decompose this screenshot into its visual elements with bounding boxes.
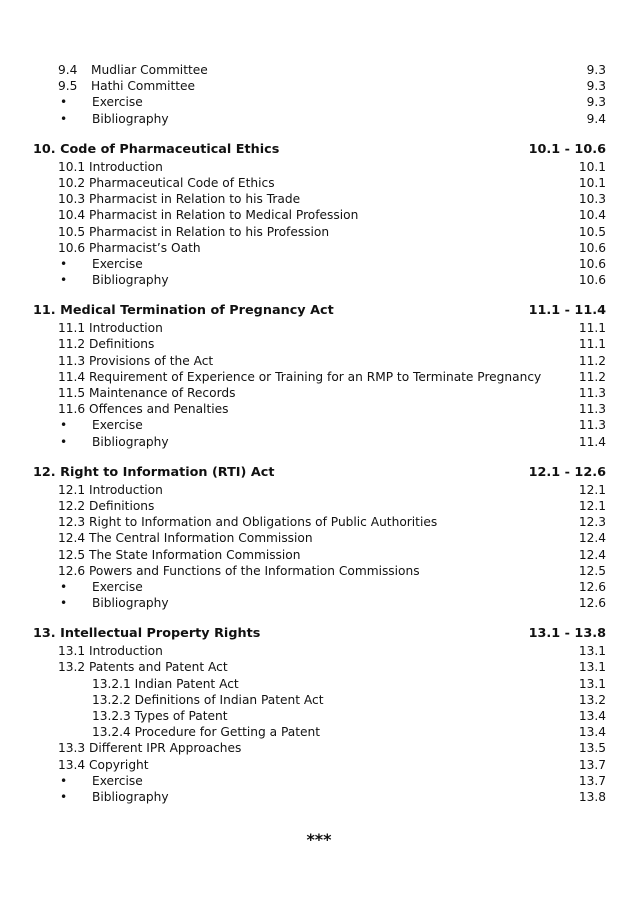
entry-page: 12.4 (578, 547, 606, 562)
toc-entry[interactable] (0, 401, 638, 417)
entry-title: 12.6 Powers and Functions of the Information Commissions (58, 563, 420, 578)
entry-title: 11.3 Provisions of the Act (58, 353, 214, 368)
entry-page: 11.1 (578, 321, 606, 336)
toc-entry[interactable] (0, 78, 638, 94)
toc-entry[interactable] (0, 547, 638, 563)
chapter-list (0, 141, 638, 805)
toc-entry[interactable] (0, 336, 638, 352)
chapter-page-range: 13.1 - 13.8 (528, 626, 606, 642)
entry-title: Bibliography (92, 273, 169, 288)
entry-title: 11.6 Offences and Penalties (58, 402, 229, 417)
chapter-section (0, 625, 638, 805)
entry-title: 13.3 Different IPR Approaches (58, 741, 242, 756)
toc-subentry[interactable] (0, 676, 638, 692)
entry-title: 11.4 Requirement of Experience or Training for an RMP to Terminate Pregnancy (58, 369, 542, 384)
toc-entry[interactable] (0, 207, 638, 223)
entry-page: 10.1 (578, 159, 606, 174)
entry-title: 10.1 Introduction (58, 159, 163, 174)
entry-title: 12.4 The Central Information Commission (58, 531, 313, 546)
chapter-heading[interactable] (0, 302, 638, 320)
entry-page: 12.3 (578, 515, 606, 530)
chapter-section (0, 141, 638, 289)
entry-number: 9.4 (58, 63, 78, 77)
entry-title: Bibliography (92, 434, 169, 449)
entry-title: 12.5 The State Information Commission (58, 547, 301, 562)
entry-page: 11.2 (578, 353, 606, 368)
entry-page: 13.5 (578, 741, 606, 756)
toc-entry[interactable] (0, 191, 638, 207)
entry-title: 12.1 Introduction (58, 482, 163, 497)
entry-page: 13.7 (578, 757, 606, 772)
entry-page: 13.8 (578, 789, 606, 804)
bullet-icon: • (60, 773, 68, 788)
entry-title: Exercise (92, 418, 143, 433)
entry-page: 12.6 (578, 579, 606, 594)
entry-page: 13.1 (578, 660, 606, 675)
bullet-icon: • (60, 789, 68, 804)
entry-title: Exercise (92, 95, 143, 110)
entry-title: 12.2 Definitions (58, 498, 155, 513)
entry-title: Bibliography (92, 596, 169, 611)
entry-page: 11.4 (578, 434, 606, 449)
chapter-section (0, 302, 638, 450)
entry-page: 10.6 (578, 256, 606, 271)
toc-bullet-entry[interactable] (0, 256, 638, 272)
toc-entry[interactable] (0, 659, 638, 675)
entry-page: 13.7 (578, 773, 606, 788)
toc-entry[interactable] (0, 369, 638, 385)
chapter-title: 12. Right to Information (RTI) Act (33, 464, 275, 480)
top-section (0, 62, 638, 127)
toc-entry[interactable] (0, 530, 638, 546)
entry-page: 13.2 (578, 692, 606, 707)
toc-subentry[interactable] (0, 708, 638, 724)
entry-title: 10.2 Pharmaceutical Code of Ethics (58, 175, 275, 190)
chapter-section (0, 464, 638, 612)
toc-entry[interactable] (0, 175, 638, 191)
entry-title: 10.5 Pharmacist in Relation to his Profession (58, 224, 330, 239)
bullet-icon: • (60, 418, 68, 433)
chapter-page-range: 10.1 - 10.6 (528, 141, 606, 157)
toc-entry[interactable] (0, 224, 638, 240)
chapter-heading[interactable] (0, 464, 638, 482)
chapter-heading[interactable] (0, 625, 638, 643)
table-of-contents (0, 62, 638, 805)
toc-bullet-entry[interactable] (0, 111, 638, 127)
entry-page: 13.4 (578, 725, 606, 740)
entry-title: 10.3 Pharmacist in Relation to his Trade (58, 192, 301, 207)
entry-title: Exercise (92, 773, 143, 788)
entry-title: 13.4 Copyright (58, 757, 149, 772)
entry-page: 10.6 (578, 273, 606, 288)
entry-title: Hathi Committee (91, 79, 196, 94)
entry-title: Exercise (92, 256, 143, 271)
toc-bullet-entry[interactable] (0, 272, 638, 288)
toc-bullet-entry[interactable] (0, 94, 638, 110)
entry-title: 10.6 Pharmacist’s Oath (58, 240, 201, 255)
entry-title: 12.3 Right to Information and Obligations of Public Authorities (58, 515, 438, 530)
toc-entry[interactable] (0, 482, 638, 498)
entry-title: 10.4 Pharmacist in Relation to Medical Profession (58, 208, 359, 223)
entry-title: 11.1 Introduction (58, 321, 163, 336)
entry-page: 11.3 (578, 386, 606, 400)
entry-title: Mudliar Committee (91, 63, 208, 77)
toc-entry[interactable] (0, 514, 638, 530)
entry-number: 9.5 (58, 79, 78, 94)
entry-page: 10.5 (578, 224, 606, 239)
entry-title: 13.1 Introduction (58, 644, 163, 659)
bullet-icon: • (60, 273, 68, 288)
toc-entry[interactable] (0, 159, 638, 175)
toc-entry[interactable] (0, 240, 638, 256)
toc-bullet-entry[interactable] (0, 434, 638, 450)
toc-entry[interactable] (0, 563, 638, 579)
entry-page: 12.6 (578, 596, 606, 611)
entry-page: 11.1 (578, 337, 606, 352)
toc-subentry[interactable] (0, 692, 638, 708)
bullet-icon: • (60, 95, 68, 110)
entry-title: 11.2 Definitions (58, 337, 155, 352)
toc-entry[interactable] (0, 320, 638, 336)
entry-page: 9.3 (586, 63, 606, 77)
toc-entry[interactable] (0, 643, 638, 659)
entry-title: Exercise (92, 579, 143, 594)
chapter-title: 13. Intellectual Property Rights (33, 626, 261, 642)
entry-page: 12.1 (578, 482, 606, 497)
toc-bullet-entry[interactable] (0, 789, 638, 805)
bullet-icon: • (60, 579, 68, 594)
bullet-icon: • (60, 434, 68, 449)
chapter-heading[interactable] (0, 141, 638, 159)
entry-title: 13.2 Patents and Patent Act (58, 660, 228, 675)
chapter-page-range: 12.1 - 12.6 (528, 464, 606, 480)
toc-bullet-entry[interactable] (0, 417, 638, 433)
entry-title: 11.5 Maintenance of Records (58, 386, 236, 400)
entry-page: 13.1 (578, 644, 606, 659)
entry-page: 11.3 (578, 418, 606, 433)
entry-page: 10.6 (578, 240, 606, 255)
chapter-page-range: 11.1 - 11.4 (528, 303, 606, 319)
entry-page: 10.4 (578, 208, 606, 223)
entry-page: 13.4 (578, 709, 606, 723)
entry-page: 10.1 (578, 175, 606, 190)
entry-title: 13.2.4 Procedure for Getting a Patent (92, 725, 320, 740)
entry-title: Bibliography (92, 789, 169, 804)
entry-page: 12.1 (578, 498, 606, 513)
entry-page: 11.3 (578, 402, 606, 417)
toc-bullet-entry[interactable] (0, 595, 638, 611)
chapter-title: 10. Code of Pharmaceutical Ethics (33, 141, 280, 157)
entry-page: 12.5 (578, 563, 606, 578)
toc-bullet-entry[interactable] (0, 773, 638, 789)
toc-entry[interactable] (0, 740, 638, 756)
bullet-icon: • (60, 256, 68, 271)
entry-page: 13.1 (578, 676, 606, 691)
entry-page: 12.4 (578, 531, 606, 546)
toc-entry[interactable] (0, 498, 638, 514)
toc-entry[interactable] (0, 385, 638, 401)
entry-page: 11.2 (578, 369, 606, 384)
bullet-icon: • (60, 596, 68, 611)
toc-entry[interactable] (0, 353, 638, 369)
entry-page: 9.3 (586, 95, 606, 110)
toc-subentry[interactable] (0, 724, 638, 740)
entry-title: 13.2.3 Types of Patent (92, 709, 228, 723)
bullet-icon: • (60, 111, 68, 126)
toc-bullet-entry[interactable] (0, 579, 638, 595)
entry-page: 9.4 (586, 111, 606, 126)
chapter-title: 11. Medical Termination of Pregnancy Act (33, 303, 334, 319)
entry-title: 13.2.2 Definitions of Indian Patent Act (92, 692, 324, 707)
toc-entry[interactable] (0, 62, 638, 78)
entry-title: Bibliography (92, 111, 169, 126)
toc-entry[interactable] (0, 757, 638, 773)
entry-page: 9.3 (586, 79, 606, 94)
end-mark: *** (306, 830, 332, 849)
entry-title: 13.2.1 Indian Patent Act (92, 676, 239, 691)
entry-page: 10.3 (578, 192, 606, 207)
